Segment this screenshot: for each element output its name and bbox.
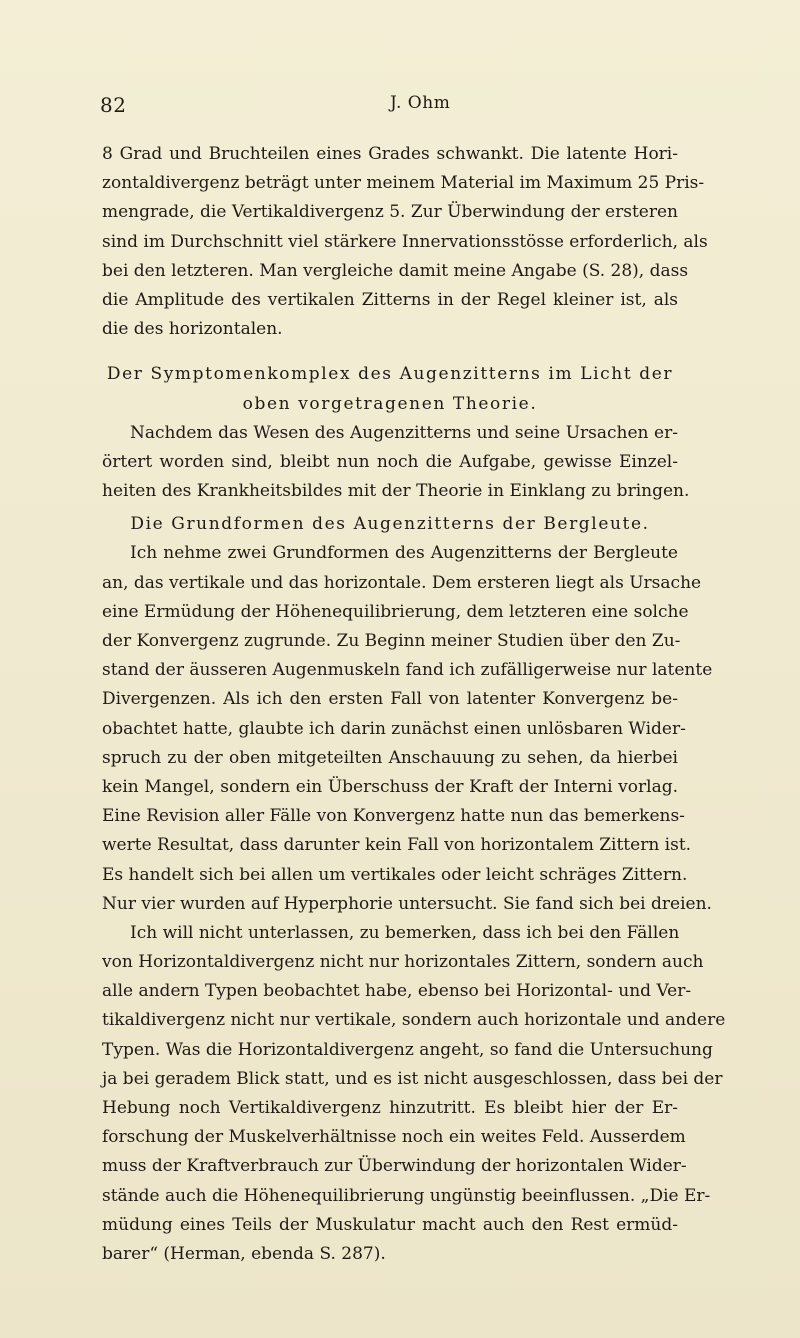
- text-line: stand der äusseren Augenmuskeln fand ich zufälligerweise nur latente: [102, 660, 713, 681]
- text-line: werte Resultat, dass darunter kein Fall von horizontalem Zittern ist.: [102, 835, 692, 856]
- text-line: tikaldivergenz nicht nur vertikale, sondern auch horizontale und andere: [102, 1010, 726, 1031]
- text-line: müdung eines Teils der Muskulatur macht auch den Rest ermüd-: [102, 1214, 678, 1235]
- text-line: Typen. Was die Horizontaldivergenz angeht, so fand die Untersuchung: [102, 1039, 713, 1060]
- paragraph: [102, 919, 726, 1269]
- text-line: spruch zu der oben mitgeteilten Anschauung zu sehen, da hierbei: [102, 747, 678, 768]
- text-line: Ich will nicht unterlassen, zu bemerken, dass ich bei den Fällen: [130, 922, 680, 943]
- text-line: örtert worden sind, bleibt nun noch die Aufgabe, gewisse Einzel-: [102, 451, 678, 472]
- text-line: muss der Kraftverbrauch zur Überwindung der horizontalen Wider-: [102, 1156, 687, 1177]
- text-line: Divergenzen. Als ich den ersten Fall von latenter Konvergenz be-: [102, 689, 678, 710]
- text-line: Nachdem das Wesen des Augenzitterns und seine Ursachen er-: [130, 422, 678, 443]
- section-heading: [102, 360, 678, 418]
- text-line: mengrade, die Vertikaldivergenz 5. Zur Überwindung der ersteren: [102, 202, 678, 223]
- text-line: Hebung noch Vertikaldivergenz hinzutritt. Es bleibt hier der Er-: [102, 1098, 678, 1118]
- paragraph: [102, 419, 690, 507]
- text-line: Nur vier wurden auf Hyperphorie untersucht. Sie fand sich bei dreien.: [102, 893, 712, 914]
- spacer: [102, 344, 678, 360]
- text-line: eine Ermüdung der Höhenequilibrierung, dem letzteren eine solche: [102, 601, 689, 622]
- text-line: forschung der Muskelverhältnisse noch ein weites Feld. Ausserdem: [102, 1127, 686, 1148]
- text-line: die Amplitude des vertikalen Zitterns in der Regel kleiner ist, als: [102, 289, 678, 310]
- text-line: bei den letzteren. Man vergleiche damit meine Angabe (S. 28), dass: [102, 260, 689, 281]
- heading-line: oben vorgetragenen Theorie.: [242, 393, 538, 414]
- text-line: die des horizontalen.: [102, 319, 283, 340]
- text-line: der Konvergenz zugrunde. Zu Beginn meiner Studien über den Zu-: [102, 631, 681, 651]
- section-heading: Die Grundformen des Augenzitterns der Bergleute.: [130, 514, 650, 535]
- text-line: von Horizontaldivergenz nicht nur horizontales Zittern, sondern auch: [102, 952, 704, 973]
- text-line: obachtet hatte, glaubte ich darin zunächst einen unlösbaren Wider-: [102, 718, 686, 739]
- text-line: 8 Grad und Bruchteilen eines Grades schwankt. Die latente Hori-: [102, 144, 678, 164]
- text-line: stände auch die Höhenequilibrierung ungünstig beeinflussen. „Die Er-: [102, 1185, 711, 1206]
- text-line: ja bei geradem Blick statt, und es ist nicht ausgeschlossen, dass bei der: [102, 1068, 723, 1089]
- text-line: Es handelt sich bei allen um vertikales oder leicht schräges Zittern.: [102, 864, 688, 885]
- text-line: alle andern Typen beobachtet habe, ebenso bei Horizontal- und Ver-: [102, 981, 692, 1002]
- page-header: [100, 93, 680, 123]
- paragraph: [102, 140, 708, 344]
- heading-line: Der Symptomenkomplex des Augenzitterns im Licht der: [106, 364, 674, 385]
- text-line: kein Mangel, sondern ein Überschuss der Kraft der Interni vorlag.: [102, 776, 678, 797]
- running-head: J. Ohm: [390, 93, 451, 113]
- text-line: Eine Revision aller Fälle von Konvergenz hatte nun das bemerkens-: [102, 806, 685, 827]
- page-number: 82: [100, 93, 127, 117]
- page-body: [102, 140, 726, 1269]
- text-line: sind im Durchschnitt viel stärkere Innervationsstösse erforderlich, als: [102, 231, 708, 252]
- text-line: zontaldivergenz beträgt unter meinem Material im Maximum 25 Pris-: [102, 173, 705, 194]
- text-line: heiten des Krankheitsbildes mit der Theorie in Einklang zu bringen.: [102, 481, 690, 502]
- text-line: an, das vertikale und das horizontale. Dem ersteren liegt als Ursache: [102, 572, 702, 593]
- text-line: Ich nehme zwei Grundformen des Augenzitterns der Bergleute: [130, 543, 678, 564]
- paragraph: [102, 539, 713, 918]
- text-line: barer“ (Herman, ebenda S. 287).: [102, 1243, 386, 1264]
